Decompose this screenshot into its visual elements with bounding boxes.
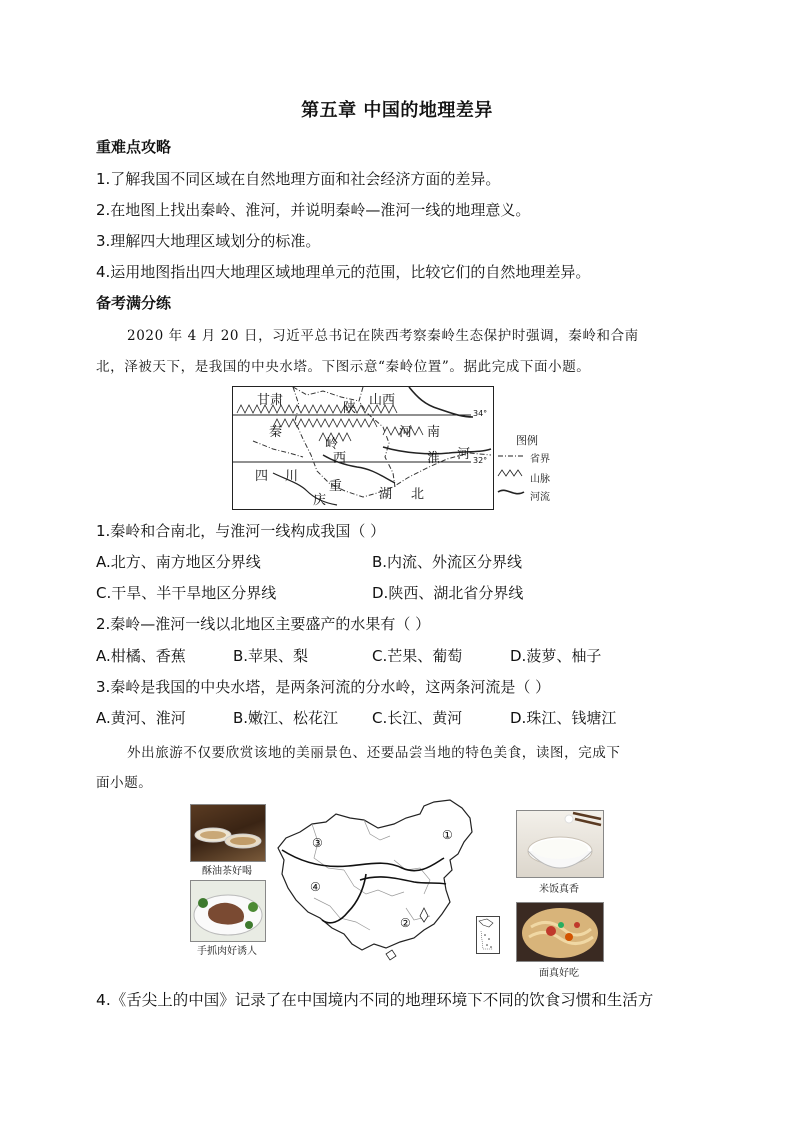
page-title: 第五章 中国的地理差异 — [301, 100, 493, 121]
label-gansu: 甘肃 — [257, 393, 284, 408]
yellow-river — [409, 387, 473, 417]
key-point-2: 2.在地图上找出秦岭、淮河，并说明秦岭—淮河一线的地理意义。 — [96, 201, 531, 219]
region-marker-4: ④ — [310, 880, 321, 894]
q2-option-b: B.苹果、梨 — [233, 647, 309, 665]
legend-title: 图例 — [516, 434, 538, 447]
hand-meat-photo — [190, 880, 266, 942]
q4-stem: 4.《舌尖上的中国》记录了在中国境内不同的地理环境下不同的饮食习惯和生活方 — [96, 991, 654, 1009]
intro1-line2: 北，泽被天下，是我国的中央水塔。下图示意“秦岭位置”。据此完成下面小题。 — [96, 359, 591, 375]
key-point-1: 1.了解我国不同区域在自然地理方面和社会经济方面的差异。 — [96, 170, 501, 188]
q2-option-d: D.菠萝、柚子 — [510, 647, 602, 665]
boundary-sichuan — [253, 441, 303, 457]
q2-option-c: C.芒果、葡萄 — [372, 647, 463, 665]
label-xi: 西 — [333, 451, 347, 466]
q1-option-c: C.干旱、半干旱地区分界线 — [96, 584, 277, 602]
tea-cups-icon — [191, 805, 265, 861]
q1-option-b: B.内流、外流区分界线 — [372, 553, 523, 571]
q3-option-c: C.长江、黄河 — [372, 709, 463, 727]
label-qin: 秦 — [269, 425, 283, 440]
caption-noodle: 面真好吃 — [539, 968, 579, 979]
hainan-island — [386, 950, 396, 960]
noodle-bowl-icon — [517, 903, 603, 961]
q1-stem: 1.秦岭和合南北，与淮河一线构成我国（ ） — [96, 522, 386, 540]
region-marker-3: ③ — [312, 836, 323, 850]
legend-mountain: 山脉 — [530, 474, 550, 485]
q3-stem: 3.秦岭是我国的中央水塔，是两条河流的分水岭，这两条河流是（ ） — [96, 678, 551, 696]
q3-option-a: A.黄河、淮河 — [96, 709, 186, 727]
label-chong: 重 — [329, 479, 343, 494]
inset-map-icon — [477, 917, 499, 953]
legend-boundary: 省界 — [530, 454, 550, 465]
label-shan: 陕 — [343, 401, 357, 416]
intro2-line2: 面小题。 — [96, 775, 153, 791]
label-ling: 岭 — [325, 437, 339, 452]
map1-legend — [496, 432, 562, 510]
caption-tea: 酥油茶好喝 — [202, 866, 252, 877]
label-he2: 河 — [457, 447, 471, 462]
label-hubei-hu: 湖 — [379, 487, 393, 502]
china-food-figure — [190, 798, 606, 980]
q2-option-a: A.柑橘、香蕉 — [96, 647, 186, 665]
label-henan-he: 河 — [399, 425, 413, 440]
caption-meat: 手抓肉好诱人 — [197, 946, 257, 957]
section-heading-key-points: 重难点攻略 — [96, 138, 172, 156]
legend-symbols — [496, 450, 526, 510]
key-point-3: 3.理解四大地理区域划分的标准。 — [96, 232, 321, 250]
q1-option-a: A.北方、南方地区分界线 — [96, 553, 261, 571]
qinling-map-figure — [232, 384, 562, 510]
mountain-symbol-icon — [498, 470, 522, 476]
rice-photo — [516, 810, 604, 878]
region-marker-1: ① — [442, 828, 453, 842]
label-qing: 庆 — [313, 493, 327, 508]
caption-rice: 米饭真香 — [539, 884, 579, 895]
rice-bowl-icon — [517, 811, 603, 877]
label-sichuan-chuan: 川 — [285, 469, 299, 484]
label-hubei-bei: 北 — [411, 487, 425, 502]
china-border — [278, 800, 472, 950]
intro2-line1: 外出旅游不仅要欣赏该地的美丽景色、还要品尝当地的特色美食，读图，完成下 — [127, 745, 621, 761]
river-symbol-icon — [498, 490, 524, 493]
label-shanxi: 山西 — [369, 393, 396, 408]
label-lat-34: 34° — [473, 409, 488, 418]
region-marker-2: ② — [400, 916, 411, 930]
noodle-photo — [516, 902, 604, 962]
intro1-line1: 2020 年 4 月 20 日，习近平总书记在陕西考察秦岭生态保护时强调，秦岭和合南 — [127, 328, 639, 344]
qinling-map — [232, 386, 494, 510]
legend-river: 河流 — [530, 492, 550, 503]
q3-option-b: B.嫩江、松花江 — [233, 709, 339, 727]
butter-tea-photo — [190, 804, 266, 862]
section-heading-practice: 备考满分练 — [96, 294, 172, 312]
jialing-river — [273, 473, 337, 505]
label-henan-nan: 南 — [427, 425, 441, 440]
meat-plate-icon — [191, 881, 265, 941]
key-point-4: 4.运用地图指出四大地理区域地理单元的范围，比较它们的自然地理差异。 — [96, 263, 591, 281]
q1-option-d: D.陕西、湖北省分界线 — [372, 584, 524, 602]
label-huai: 淮 — [427, 451, 441, 466]
south-china-sea-inset — [476, 916, 500, 954]
label-lat-32: 32° — [473, 456, 488, 465]
label-sichuan-si: 四 — [255, 469, 269, 484]
q3-option-d: D.珠江、钱塘江 — [510, 709, 617, 727]
q2-stem: 2.秦岭—淮河一线以北地区主要盛产的水果有（ ） — [96, 615, 431, 633]
